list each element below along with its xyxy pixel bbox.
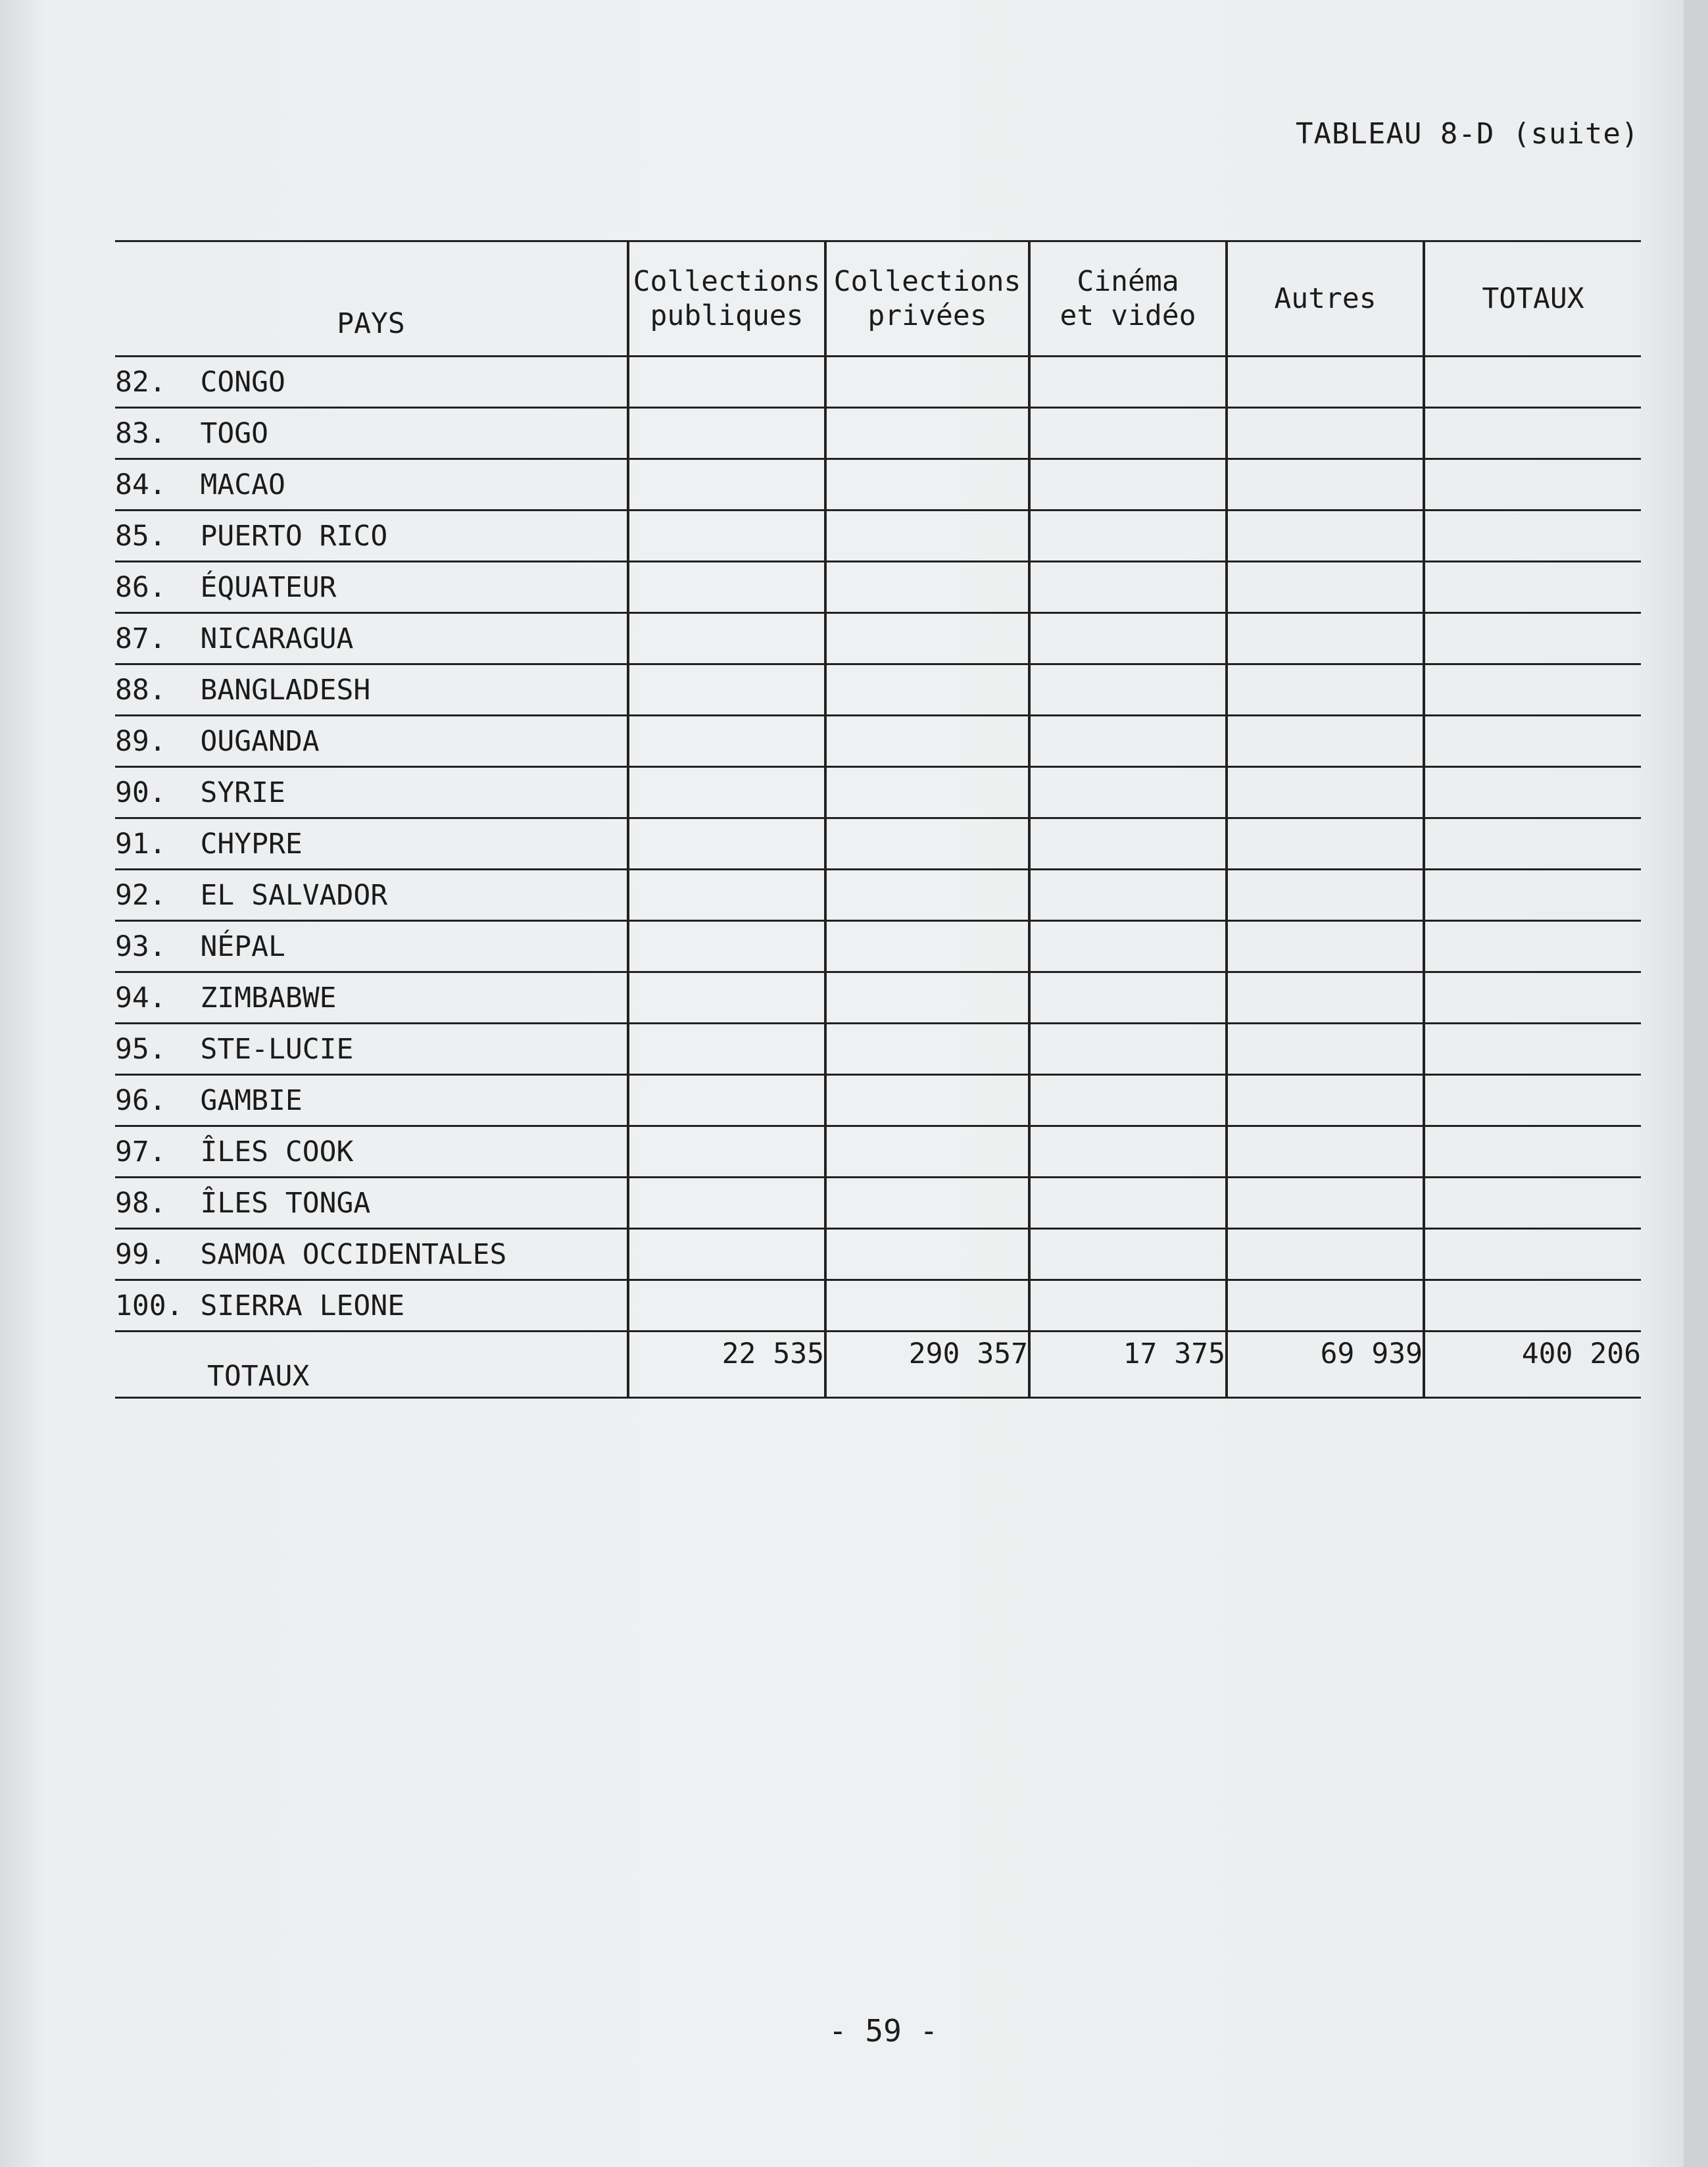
empty-cell: [1029, 664, 1227, 716]
country-name: 91. CHYPRE: [115, 818, 628, 870]
empty-cell: [628, 408, 825, 459]
empty-cell: [825, 1280, 1029, 1332]
empty-cell: [628, 716, 825, 767]
empty-cell: [1029, 716, 1227, 767]
empty-cell: [1424, 613, 1641, 664]
empty-cell: [825, 921, 1029, 972]
table-row: [115, 1229, 1641, 1280]
column-header-totaux: TOTAUX: [1424, 241, 1641, 357]
empty-cell: [628, 1024, 825, 1075]
empty-cell: [1029, 921, 1227, 972]
table-row: [115, 1178, 1641, 1229]
country-name: 83. TOGO: [115, 408, 628, 459]
empty-cell: [1029, 408, 1227, 459]
totals-row: [115, 1332, 1641, 1398]
empty-cell: [825, 1229, 1029, 1280]
country-name: 88. BANGLADESH: [115, 664, 628, 716]
page-number: - 59 -: [829, 2013, 939, 2049]
table-row: [115, 664, 1641, 716]
empty-cell: [1227, 664, 1424, 716]
empty-cell: [1227, 562, 1424, 613]
country-name: 98. ÎLES TONGA: [115, 1178, 628, 1229]
empty-cell: [628, 459, 825, 511]
empty-cell: [628, 1178, 825, 1229]
empty-cell: [1424, 1126, 1641, 1178]
table-row: [115, 921, 1641, 972]
table-row: [115, 1024, 1641, 1075]
table-header-row: [115, 241, 1641, 357]
empty-cell: [1424, 716, 1641, 767]
empty-cell: [628, 921, 825, 972]
empty-cell: [1029, 562, 1227, 613]
empty-cell: [1227, 767, 1424, 818]
table-row: [115, 562, 1641, 613]
country-name: 90. SYRIE: [115, 767, 628, 818]
empty-cell: [825, 1178, 1029, 1229]
country-name: 89. OUGANDA: [115, 716, 628, 767]
country-name: 95. STE-LUCIE: [115, 1024, 628, 1075]
empty-cell: [825, 613, 1029, 664]
empty-cell: [1424, 664, 1641, 716]
empty-cell: [1424, 562, 1641, 613]
empty-cell: [628, 767, 825, 818]
empty-cell: [1227, 1126, 1424, 1178]
country-name: 92. EL SALVADOR: [115, 870, 628, 921]
empty-cell: [825, 459, 1029, 511]
table-row: [115, 1075, 1641, 1126]
empty-cell: [628, 1280, 825, 1332]
table-row: [115, 613, 1641, 664]
empty-cell: [1227, 1280, 1424, 1332]
empty-cell: [1227, 357, 1424, 408]
empty-cell: [628, 613, 825, 664]
total-cinema-video: 17 375: [1029, 1332, 1227, 1398]
column-header-pays: PAYS: [115, 241, 628, 357]
column-header-cinema-video: Cinéma et vidéo: [1029, 241, 1227, 357]
empty-cell: [1029, 1075, 1227, 1126]
empty-cell: [1227, 716, 1424, 767]
empty-cell: [1227, 408, 1424, 459]
empty-cell: [1227, 511, 1424, 562]
table-row: [115, 408, 1641, 459]
table-row: [115, 1280, 1641, 1332]
data-table: [115, 240, 1641, 1399]
empty-cell: [1227, 1075, 1424, 1126]
empty-cell: [1424, 459, 1641, 511]
country-name: 94. ZIMBABWE: [115, 972, 628, 1024]
empty-cell: [628, 818, 825, 870]
empty-cell: [1029, 972, 1227, 1024]
empty-cell: [1424, 1280, 1641, 1332]
empty-cell: [1227, 818, 1424, 870]
empty-cell: [825, 357, 1029, 408]
empty-cell: [825, 972, 1029, 1024]
empty-cell: [1029, 511, 1227, 562]
empty-cell: [1227, 459, 1424, 511]
empty-cell: [1029, 870, 1227, 921]
country-name: 87. NICARAGUA: [115, 613, 628, 664]
empty-cell: [825, 870, 1029, 921]
empty-cell: [1227, 613, 1424, 664]
empty-cell: [628, 1229, 825, 1280]
total-autres: 69 939: [1227, 1332, 1424, 1398]
country-name: 96. GAMBIE: [115, 1075, 628, 1126]
empty-cell: [1029, 1280, 1227, 1332]
empty-cell: [628, 562, 825, 613]
empty-cell: [825, 767, 1029, 818]
table-row: [115, 972, 1641, 1024]
column-header-collections-privees: Collections privées: [825, 241, 1029, 357]
country-name: 85. PUERTO RICO: [115, 511, 628, 562]
table-row: [115, 767, 1641, 818]
empty-cell: [628, 511, 825, 562]
empty-cell: [628, 357, 825, 408]
country-name: 97. ÎLES COOK: [115, 1126, 628, 1178]
empty-cell: [1029, 1178, 1227, 1229]
empty-cell: [1424, 1024, 1641, 1075]
country-name: 99. SAMOA OCCIDENTALES: [115, 1229, 628, 1280]
totals-label: TOTAUX: [115, 1332, 628, 1398]
empty-cell: [628, 1075, 825, 1126]
country-name: 93. NÉPAL: [115, 921, 628, 972]
empty-cell: [1029, 1126, 1227, 1178]
column-header-autres: Autres: [1227, 241, 1424, 357]
table-body: [115, 357, 1641, 1398]
empty-cell: [1029, 613, 1227, 664]
table-title: TABLEAU 8-D (suite): [1296, 117, 1640, 151]
total-totaux: 400 206: [1424, 1332, 1641, 1398]
empty-cell: [1424, 408, 1641, 459]
empty-cell: [1227, 921, 1424, 972]
table-row: [115, 870, 1641, 921]
table-row: [115, 357, 1641, 408]
country-name: 100. SIERRA LEONE: [115, 1280, 628, 1332]
empty-cell: [825, 562, 1029, 613]
empty-cell: [628, 870, 825, 921]
empty-cell: [1029, 459, 1227, 511]
total-collections-publiques: 22 535: [628, 1332, 825, 1398]
empty-cell: [628, 664, 825, 716]
empty-cell: [1227, 1024, 1424, 1075]
empty-cell: [1424, 767, 1641, 818]
empty-cell: [825, 1024, 1029, 1075]
empty-cell: [628, 972, 825, 1024]
empty-cell: [1424, 511, 1641, 562]
empty-cell: [1424, 972, 1641, 1024]
empty-cell: [825, 716, 1029, 767]
empty-cell: [825, 664, 1029, 716]
empty-cell: [1029, 1229, 1227, 1280]
table-row: [115, 511, 1641, 562]
empty-cell: [1029, 818, 1227, 870]
empty-cell: [1227, 870, 1424, 921]
empty-cell: [825, 1126, 1029, 1178]
empty-cell: [1424, 921, 1641, 972]
empty-cell: [825, 1075, 1029, 1126]
empty-cell: [1227, 1229, 1424, 1280]
empty-cell: [628, 1126, 825, 1178]
empty-cell: [1424, 1178, 1641, 1229]
table-row: [115, 1126, 1641, 1178]
column-header-collections-publiques: Collections publiques: [628, 241, 825, 357]
total-collections-privees: 290 357: [825, 1332, 1029, 1398]
table-row: [115, 716, 1641, 767]
empty-cell: [1227, 1178, 1424, 1229]
empty-cell: [1424, 870, 1641, 921]
empty-cell: [1424, 1075, 1641, 1126]
empty-cell: [1029, 357, 1227, 408]
empty-cell: [1424, 818, 1641, 870]
empty-cell: [1227, 972, 1424, 1024]
binder-edge: [1684, 0, 1708, 2167]
empty-cell: [1424, 357, 1641, 408]
country-name: 84. MACAO: [115, 459, 628, 511]
country-name: 86. ÉQUATEUR: [115, 562, 628, 613]
country-name: 82. CONGO: [115, 357, 628, 408]
empty-cell: [825, 511, 1029, 562]
empty-cell: [825, 818, 1029, 870]
table-row: [115, 459, 1641, 511]
empty-cell: [1029, 1024, 1227, 1075]
empty-cell: [1424, 1229, 1641, 1280]
table-row: [115, 818, 1641, 870]
empty-cell: [825, 408, 1029, 459]
empty-cell: [1029, 767, 1227, 818]
